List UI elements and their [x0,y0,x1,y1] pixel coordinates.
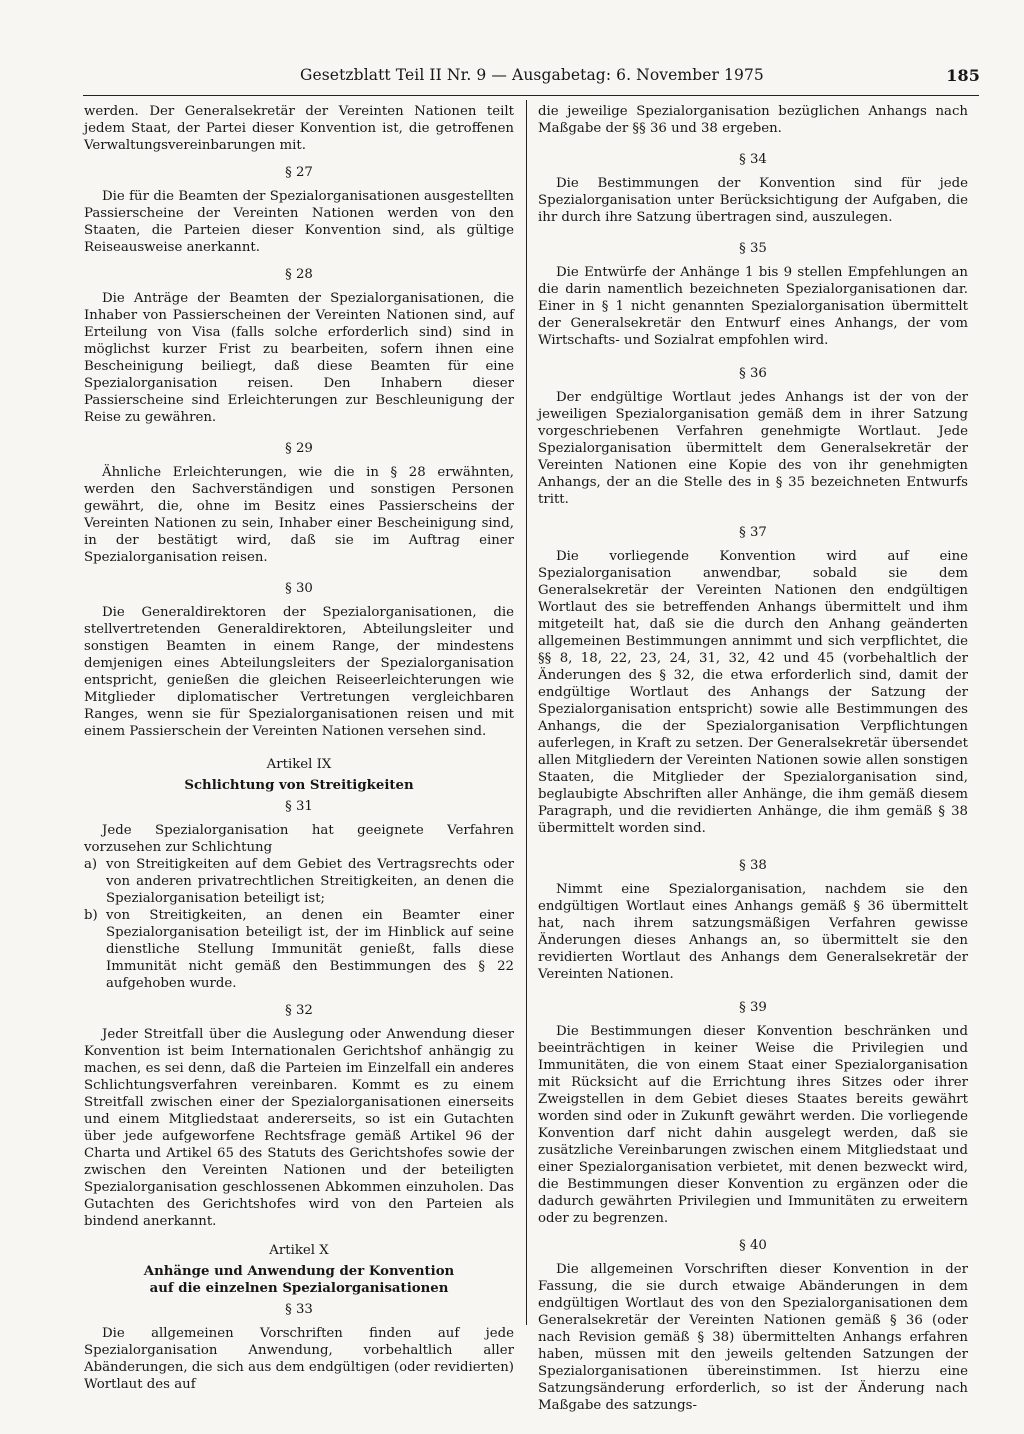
list-item [84,856,514,907]
section-heading-27: § 27 [285,165,313,180]
section-heading-30: § 30 [285,581,313,596]
column-divider [526,100,527,1325]
section-heading-29: § 29 [285,441,313,456]
list-item-text: von Streitigkeiten auf dem Gebiet des Vertragsrechts oder von anderen privatrechtlichen Streitigkeiten, an denen die Spezialorganisation beteiligt ist; [106,857,514,906]
list-item-text: von Streitigkeiten, an denen ein Beamter einer Spezialorganisation beteiligt ist, der im Hinblick auf seine dienstliche Stellung Immunität genießt, falls diese Immunität nicht gemäß den Bestimmungen des § 22 aufgehoben wurde. [106,908,514,991]
header-title: Gesetzblatt Teil II Nr. 9 — Ausgabetag: 6. November 1975 [300,66,764,84]
section-text-37: Die vorliegende Konvention wird auf eine Spezialorganisation anwendbar, sobald sie dem Generalsekretär der Vereinten Nationen den endgültigen Wortlaut des sie betreffenden Anhangs übermittelt und ihm mitgeteilt hat, daß sie die durch den Anhang geänderten allgemeinen Bestimmungen annimmt und sich verpflichtet, die §§ 8, 18, 22, 23, 24, 31, 32, 42 und 45 (vorbehaltlich der Änderungen des § 32, die etwa erforderlich sind, damit der endgültige Wortlaut des Anhangs der Satzung der Spezialorganisation entspricht) sowie alle Bestimmungen des Anhangs, die der Spezialorganisation Verpflichtungen auferlegen, in Kraft zu setzen. Der Generalsekretär übersendet allen Mitgliedern der Vereinten Nationen sowie allen sonstigen Staaten, die Mitglieder der Spezialorganisation sind, beglaubigte Abschriften aller Anhänge, die ihm gemäß diesem Paragraph, und die revidierten Anhänge, die ihm gemäß § 38 übermittelt worden sind. [538,549,968,836]
article-title-x-line2: auf die einzelnen Spezialorganisationen [149,1281,449,1296]
paragraph-continuation: werden. Der Generalsekretär der Vereinten Nationen teilt jedem Staat, der Partei dieser Konvention ist, die getroffenen Verwaltungsvereinbarungen mit. [84,104,514,153]
section-heading-40: § 40 [739,1238,767,1253]
section-text-33: Die allgemeinen Vorschriften finden auf jede Spezialorganisation Anwendung, vorbehaltlich aller Abänderungen, die sich aus dem endgültigen (oder revidierten) Wortlaut des auf [84,1326,514,1392]
article-title-x-line1: Anhänge und Anwendung der Konvention [143,1264,455,1279]
article-title-ix: Schlichtung von Streitigkeiten [184,778,414,793]
section-heading-36: § 36 [739,366,767,381]
section-heading-31: § 31 [285,799,313,814]
section-heading-35: § 35 [739,241,767,256]
section-heading-32: § 32 [285,1003,313,1018]
section-heading-39: § 39 [739,1000,767,1015]
left-column [84,103,514,1393]
list-item [84,907,514,992]
article-label-ix: Artikel IX [266,757,332,772]
list-item-label: a) [84,857,98,872]
section-text-40: Die allgemeinen Vorschriften dieser Konvention in der Fassung, die sie durch etwaige Abänderungen in dem endgültigen Wortlaut des von den Spezialorganisationen dem Generalsekretär der Vereinten Nationen gemäß § 36 (oder nach Revision gemäß § 38) übermittelten Anhangs erfahren haben, müssen mit den jeweils geltenden Satzungen der Spezialorganisationen übereinstimmen. Ist hierzu eine Satzungsänderung erforderlich, so ist der Änderung nach Maßgabe des satzungs- [538,1262,968,1413]
article-label-x: Artikel X [269,1243,329,1258]
section-heading-33: § 33 [285,1302,313,1317]
list-item-label: b) [84,908,98,923]
section-31-list [84,856,514,992]
section-text-36: Der endgültige Wortlaut jedes Anhangs ist der von der jeweiligen Spezialorganisation gemäß dem in ihrer Satzung vorgeschriebenen Verfahren genehmigte Wortlaut. Jede Spezialorganisation übermittelt dem Generalsekretär der Vereinten Nationen eine Kopie des von ihr genehmigten Anhangs, der an die Stelle des in § 35 bezeichneten Entwurfs tritt. [538,390,968,507]
section-heading-34: § 34 [739,152,767,167]
section-text-28: Die Anträge der Beamten der Spezialorganisationen, die Inhaber von Passierscheinen der Vereinten Nationen sind, auf Erteilung von Visa (falls solche erforderlich sind) sind in möglichst kurzer Frist zu bearbeiten, sofern ihnen eine Bescheinigung beiliegt, daß diese Beamten für eine Spezialorganisation reisen. Den Inhabern dieser Passierscheine sind Erleichterungen zur Beschleunigung der Reise zu gewähren. [84,291,514,425]
section-heading-28: § 28 [285,267,313,282]
section-text-31: Jede Spezialorganisation hat geeignete Verfahren vorzusehen zur Schlichtung [84,823,514,855]
section-text-27: Die für die Beamten der Spezialorganisationen ausgestellten Passierscheine der Vereinten Nationen werden von den Staaten, die Parteien dieser Konvention sind, als gültige Reiseausweise anerkannt. [84,189,514,255]
section-text-34: Die Bestimmungen der Konvention sind für jede Spezialorganisation unter Berücksichtigung der Aufgaben, die ihr durch ihre Satzung übertragen sind, auszulegen. [538,176,968,225]
paragraph-continuation: die jeweilige Spezialorganisation bezüglichen Anhangs nach Maßgabe der §§ 36 und 38 ergeben. [538,104,968,136]
section-text-29: Ähnliche Erleichterungen, wie die in § 28 erwähnten, werden den Sachverständigen und sonstigen Personen gewährt, die, ohne im Besitz eines Passierscheins der Vereinten Nationen zu sein, Inhaber einer Bescheinigung sind, in der bestätigt wird, daß sie im Auftrag einer Spezialorganisation reisen. [84,465,514,565]
section-heading-37: § 37 [739,525,767,540]
section-text-32: Jeder Streitfall über die Auslegung oder Anwendung dieser Konvention ist beim Internationalen Gerichtshof anhängig zu machen, es sei denn, daß die Parteien im Einzelfall ein anderes Schlichtungsverfahren vereinbaren. Kommt es zu einem Streitfall zwischen einer der Spezialorganisationen einerseits und einem Mitgliedstaat andererseits, so ist ein Gutachten über jede aufgeworfene Rechtsfrage gemäß Artikel 96 der Charta und Artikel 65 des Statuts des Gerichtshofes sowie der zwischen den Vereinten Nationen und der beteiligten Spezialorganisation geschlossenen Abkommen einzuholen. Das Gutachten des Gerichtshofes wird von den Parteien als bindend anerkannt. [84,1027,514,1229]
section-text-35: Die Entwürfe der Anhänge 1 bis 9 stellen Empfehlungen an die darin namentlich bezeichneten Spezialorganisationen dar. Einer in § 1 nicht genannten Spezialorganisation übermittelt der Generalsekretär den Entwurf eines Anhangs, der vom Wirtschafts- und Sozialrat empfohlen wird. [538,265,968,348]
page-header [300,66,980,90]
header-rule [83,95,979,96]
right-column [538,103,968,1414]
section-text-30: Die Generaldirektoren der Spezialorganisationen, die stellvertretenden Generaldirektoren, Abteilungsleiter und sonstigen Beamten in einem Range, der mindestens demjenigen eines Abteilungsleiters der Spezialorganisation entspricht, genießen die gleichen Reiseerleichterungen wie Mitglieder diplomatischer Vertretungen vergleichbaren Ranges, wenn sie für Spezialorganisationen reisen und mit einem Passierschein der Vereinten Nationen versehen sind. [84,605,514,739]
section-text-38: Nimmt eine Spezialorganisation, nachdem sie den endgültigen Wortlaut eines Anhangs gemäß § 36 übermittelt hat, nach ihrem satzungsmäßigen Verfahren gewisse Änderungen dieses Anhangs an, so übermittelt sie den revidierten Wortlaut des Anhangs dem Generalsekretär der Vereinten Nationen. [538,882,968,982]
section-text-39: Die Bestimmungen dieser Konvention beschränken und beeinträchtigen in keiner Weise die Privilegien und Immunitäten, die von einem Staat einer Spezialorganisation mit Rücksicht auf die Errichtung ihres Sitzes oder ihrer Zweigstellen in dem Gebiet dieses Staates bereits gewährt worden sind oder in Zukunft gewährt werden. Die vorliegende Konvention darf nicht dahin ausgelegt werden, daß sie zusätzliche Vereinbarungen zwischen einem Mitgliedstaat und einer Spezialorganisation verbietet, mit denen bezweckt wird, die Bestimmungen dieser Konvention zu ergänzen oder die dadurch gewährten Privilegien und Immunitäten zu erweitern oder zu begrenzen. [538,1024,968,1226]
section-heading-38: § 38 [739,858,767,873]
page-number: 185 [946,66,980,85]
